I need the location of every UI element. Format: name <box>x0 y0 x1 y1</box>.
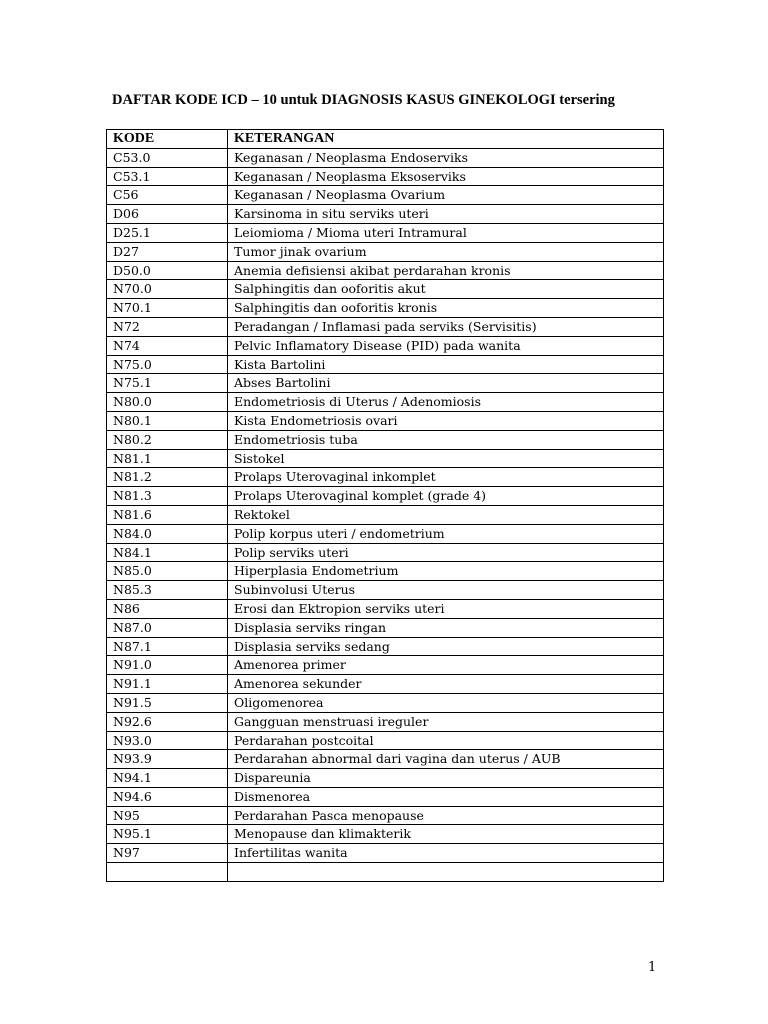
column-header-description: KETERANGAN <box>228 130 664 149</box>
cell-description: Hiperplasia Endometrium <box>228 562 664 581</box>
cell-code: D27 <box>107 242 228 261</box>
cell-description: Perdarahan Pasca menopause <box>228 806 664 825</box>
cell-code: N87.0 <box>107 618 228 637</box>
table-row <box>107 411 664 430</box>
table-row <box>107 355 664 374</box>
table-row <box>107 769 664 788</box>
table-row <box>107 599 664 618</box>
cell-code: N75.0 <box>107 355 228 374</box>
table-row <box>107 543 664 562</box>
cell-code: N85.0 <box>107 562 228 581</box>
table-row <box>107 430 664 449</box>
cell-code: N92.6 <box>107 712 228 731</box>
cell-description: Pelvic Inflamatory Disease (PID) pada wanita <box>228 336 664 355</box>
cell-description: Prolaps Uterovaginal inkomplet <box>228 468 664 487</box>
icd-code-table <box>106 129 664 882</box>
cell-description: Tumor jinak ovarium <box>228 242 664 261</box>
cell-description: Polip serviks uteri <box>228 543 664 562</box>
cell-description: Perdarahan abnormal dari vagina dan uterus / AUB <box>228 750 664 769</box>
cell-code: N85.3 <box>107 581 228 600</box>
table-row <box>107 487 664 506</box>
cell-code: N87.1 <box>107 637 228 656</box>
cell-description: Abses Bartolini <box>228 374 664 393</box>
table-row <box>107 675 664 694</box>
cell-description: Displasia serviks sedang <box>228 637 664 656</box>
cell-code: N97 <box>107 844 228 863</box>
cell-code: N70.0 <box>107 280 228 299</box>
cell-description: Displasia serviks ringan <box>228 618 664 637</box>
cell-code: N72 <box>107 317 228 336</box>
cell-code: N80.2 <box>107 430 228 449</box>
cell-description: Sistokel <box>228 449 664 468</box>
table-row <box>107 167 664 186</box>
table-row <box>107 468 664 487</box>
table-row <box>107 449 664 468</box>
cell-description: Karsinoma in situ serviks uteri <box>228 205 664 224</box>
cell-description: Perdarahan postcoital <box>228 731 664 750</box>
table-row <box>107 261 664 280</box>
cell-code: N80.1 <box>107 411 228 430</box>
cell-description: Erosi dan Ektropion serviks uteri <box>228 599 664 618</box>
table-row <box>107 148 664 167</box>
table-row <box>107 825 664 844</box>
table-row <box>107 242 664 261</box>
table-row <box>107 656 664 675</box>
table-row <box>107 693 664 712</box>
cell-code: N93.9 <box>107 750 228 769</box>
cell-code: N70.1 <box>107 299 228 318</box>
column-header-code: KODE <box>107 130 228 149</box>
cell-description: Endometriosis tuba <box>228 430 664 449</box>
table-row <box>107 637 664 656</box>
cell-code: N75.1 <box>107 374 228 393</box>
table-row <box>107 186 664 205</box>
cell-description: Menopause dan klimakterik <box>228 825 664 844</box>
cell-description: Kista Endometriosis ovari <box>228 411 664 430</box>
cell-description: Gangguan menstruasi ireguler <box>228 712 664 731</box>
cell-description: Polip korpus uteri / endometrium <box>228 524 664 543</box>
cell-code: N81.3 <box>107 487 228 506</box>
cell-code: N94.6 <box>107 787 228 806</box>
cell-description: Peradangan / Inflamasi pada serviks (Servisitis) <box>228 317 664 336</box>
table-row <box>107 731 664 750</box>
cell-code: N81.2 <box>107 468 228 487</box>
table-header-row <box>107 130 664 149</box>
table-row <box>107 393 664 412</box>
table-row <box>107 750 664 769</box>
document-title: DAFTAR KODE ICD – 10 untuk DIAGNOSIS KASUS GINEKOLOGI tersering <box>112 92 615 108</box>
table-row <box>107 374 664 393</box>
table-row <box>107 863 664 882</box>
table-row <box>107 317 664 336</box>
cell-code: N81.1 <box>107 449 228 468</box>
cell-description: Salphingitis dan ooforitis akut <box>228 280 664 299</box>
cell-description: Dispareunia <box>228 769 664 788</box>
cell-description: Amenorea sekunder <box>228 675 664 694</box>
cell-description: Infertilitas wanita <box>228 844 664 863</box>
table-row <box>107 618 664 637</box>
cell-description: Anemia defisiensi akibat perdarahan kronis <box>228 261 664 280</box>
table-row <box>107 562 664 581</box>
table-row <box>107 787 664 806</box>
cell-description: Leiomioma / Mioma uteri Intramural <box>228 223 664 242</box>
cell-code: D50.0 <box>107 261 228 280</box>
table-row <box>107 280 664 299</box>
table-row <box>107 336 664 355</box>
table-row <box>107 299 664 318</box>
cell-code: N93.0 <box>107 731 228 750</box>
cell-code: N91.5 <box>107 693 228 712</box>
table-row <box>107 712 664 731</box>
table-row <box>107 581 664 600</box>
cell-code: N74 <box>107 336 228 355</box>
cell-description: Prolaps Uterovaginal komplet (grade 4) <box>228 487 664 506</box>
cell-code: D25.1 <box>107 223 228 242</box>
cell-code: C53.1 <box>107 167 228 186</box>
table-body <box>107 148 664 881</box>
cell-description: Keganasan / Neoplasma Endoserviks <box>228 148 664 167</box>
cell-description: Keganasan / Neoplasma Eksoserviks <box>228 167 664 186</box>
table-row <box>107 505 664 524</box>
cell-description: Oligomenorea <box>228 693 664 712</box>
table-row <box>107 205 664 224</box>
table-row <box>107 524 664 543</box>
cell-description: Salphingitis dan ooforitis kronis <box>228 299 664 318</box>
page-number: 1 <box>648 960 657 975</box>
table-row <box>107 844 664 863</box>
table-header <box>107 130 664 149</box>
cell-code: N91.0 <box>107 656 228 675</box>
cell-code: N84.1 <box>107 543 228 562</box>
cell-code: N80.0 <box>107 393 228 412</box>
cell-description: Endometriosis di Uterus / Adenomiosis <box>228 393 664 412</box>
cell-code: N86 <box>107 599 228 618</box>
table-row <box>107 223 664 242</box>
cell-code: D06 <box>107 205 228 224</box>
cell-code: N94.1 <box>107 769 228 788</box>
cell-code: N84.0 <box>107 524 228 543</box>
cell-description: Subinvolusi Uterus <box>228 581 664 600</box>
cell-code: N95.1 <box>107 825 228 844</box>
cell-code <box>107 863 228 882</box>
cell-description: Kista Bartolini <box>228 355 664 374</box>
cell-description <box>228 863 664 882</box>
cell-description: Rektokel <box>228 505 664 524</box>
cell-code: C56 <box>107 186 228 205</box>
cell-code: N81.6 <box>107 505 228 524</box>
cell-code: N95 <box>107 806 228 825</box>
cell-description: Keganasan / Neoplasma Ovarium <box>228 186 664 205</box>
cell-code: C53.0 <box>107 148 228 167</box>
cell-description: Dismenorea <box>228 787 664 806</box>
cell-description: Amenorea primer <box>228 656 664 675</box>
table-row <box>107 806 664 825</box>
cell-code: N91.1 <box>107 675 228 694</box>
